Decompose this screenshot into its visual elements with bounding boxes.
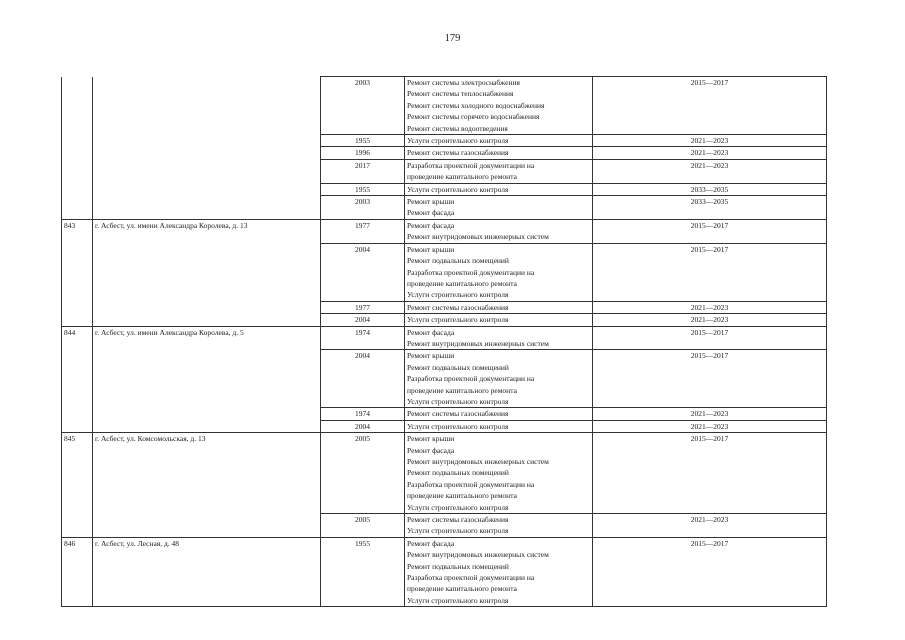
work-type-line: Ремонт фасада xyxy=(407,327,455,337)
table-row xyxy=(62,183,827,195)
page-number: 179 xyxy=(444,33,461,44)
work-type-line: Услуги строительного контроля xyxy=(407,421,509,431)
commissioning-year-cell: 1955 xyxy=(321,183,405,195)
building-number-cell xyxy=(62,514,93,538)
address-cell xyxy=(93,420,321,432)
work-type-line: Ремонт системы газоснабжения xyxy=(407,515,509,525)
commissioning-year-cell: 2005 xyxy=(321,514,405,538)
work-type-line: Разработка проектной документации на xyxy=(407,479,535,489)
work-type-line: Услуги строительного контроля xyxy=(407,136,509,146)
repair-period-cell: 2015—2017 xyxy=(593,243,827,301)
work-types-cell xyxy=(405,147,593,159)
work-type-line: Услуги строительного контроля xyxy=(407,396,509,406)
commissioning-year-cell: 1955 xyxy=(321,537,405,606)
building-number-cell xyxy=(62,350,93,408)
repair-period-cell: 2021—2023 xyxy=(593,408,827,420)
address-cell xyxy=(93,147,321,159)
table-row xyxy=(62,514,827,538)
repair-period-cell: 2015—2017 xyxy=(593,350,827,408)
work-type-line: Ремонт системы горячего водоснабжения xyxy=(407,112,540,122)
repair-period-cell: 2021—2023 xyxy=(593,301,827,313)
repair-period-cell: 2015—2017 xyxy=(593,77,827,135)
repair-period-cell: 2021—2023 xyxy=(593,514,827,538)
work-types-cell xyxy=(405,537,593,606)
work-type-line: Разработка проектной документации на xyxy=(407,374,535,384)
work-type-line: Ремонт системы электроснабжения xyxy=(407,78,520,87)
address-cell xyxy=(93,135,321,147)
repair-period-cell: 2015—2017 xyxy=(593,219,827,243)
work-type-line: Ремонт подвальных помещений xyxy=(407,561,509,571)
building-number-cell: 844 xyxy=(62,326,93,350)
building-number-cell xyxy=(62,135,93,147)
commissioning-year-cell: 1977 xyxy=(321,301,405,313)
building-number-cell xyxy=(62,183,93,195)
building-number-cell xyxy=(62,196,93,220)
work-type-line: Ремонт фасада xyxy=(407,538,455,548)
capital-repair-table xyxy=(61,76,827,607)
building-number-cell xyxy=(62,147,93,159)
repair-period-cell: 2021—2023 xyxy=(593,314,827,326)
work-type-line: Ремонт внутридомовых инженерных систем xyxy=(407,550,549,560)
work-types-cell xyxy=(405,408,593,420)
work-type-line: Услуги строительного контроля xyxy=(407,315,509,325)
work-type-line: Ремонт внутридомовых инженерных систем xyxy=(407,338,549,348)
building-number-cell xyxy=(62,314,93,326)
repair-period-cell: 2033—2035 xyxy=(593,183,827,195)
work-type-line: Ремонт фасада xyxy=(407,220,455,230)
commissioning-year-cell: 1974 xyxy=(321,326,405,350)
work-types-cell xyxy=(405,326,593,350)
address-cell xyxy=(93,514,321,538)
work-type-line: Услуги строительного контроля xyxy=(407,290,509,300)
address-cell: г. Асбест, ул. имени Александра Королева, д. 13 xyxy=(93,219,321,243)
work-type-line: Услуги строительного контроля xyxy=(407,526,509,536)
address-cell: г. Асбест, ул. имени Александра Королева, д. 5 xyxy=(93,326,321,350)
work-types-cell xyxy=(405,196,593,220)
table-row xyxy=(62,314,827,326)
commissioning-year-cell: 2003 xyxy=(321,77,405,135)
building-number-cell: 843 xyxy=(62,219,93,243)
table-row xyxy=(62,408,827,420)
table-row xyxy=(62,77,827,135)
work-types-cell xyxy=(405,243,593,301)
address-cell xyxy=(93,301,321,313)
work-types-cell xyxy=(405,433,593,514)
building-number-cell xyxy=(62,159,93,183)
work-type-line: Ремонт крыши xyxy=(407,351,455,361)
work-type-line: проведение капитального ремонта xyxy=(407,491,517,501)
building-number-cell xyxy=(62,77,93,135)
work-type-line: проведение капитального ремонта xyxy=(407,172,517,182)
work-type-line: Ремонт системы холодного водоснабжения xyxy=(407,100,545,110)
work-types-cell xyxy=(405,350,593,408)
address-cell xyxy=(93,196,321,220)
address-cell xyxy=(93,77,321,135)
address-cell xyxy=(93,314,321,326)
repair-period-cell: 2015—2017 xyxy=(593,433,827,514)
work-type-line: Разработка проектной документации на xyxy=(407,267,535,277)
repair-period-cell: 2021—2023 xyxy=(593,135,827,147)
work-type-line: Ремонт системы газоснабжения xyxy=(407,148,509,158)
work-types-cell xyxy=(405,314,593,326)
work-types-cell xyxy=(405,219,593,243)
work-types-cell xyxy=(405,159,593,183)
repair-period-cell: 2021—2023 xyxy=(593,159,827,183)
work-type-line: Разработка проектной документации на xyxy=(407,160,535,170)
address-cell: г. Асбест, ул. Лесная, д. 48 xyxy=(93,537,321,606)
work-type-line: Ремонт внутридомовых инженерных систем xyxy=(407,232,549,242)
commissioning-year-cell: 2003 xyxy=(321,196,405,220)
work-types-cell xyxy=(405,420,593,432)
repair-period-cell: 2015—2017 xyxy=(593,326,827,350)
work-types-cell xyxy=(405,514,593,538)
work-types-cell xyxy=(405,183,593,195)
work-types-cell xyxy=(405,135,593,147)
table-row xyxy=(62,326,827,350)
repair-period-cell: 2021—2023 xyxy=(593,420,827,432)
work-type-line: Услуги строительного контроля xyxy=(407,595,509,605)
work-type-line: Ремонт крыши xyxy=(407,244,455,254)
repair-period-cell: 2015—2017 xyxy=(593,537,827,606)
commissioning-year-cell: 1955 xyxy=(321,135,405,147)
commissioning-year-cell: 2005 xyxy=(321,433,405,514)
work-type-line: Ремонт системы водоотведения xyxy=(407,123,508,133)
building-number-cell xyxy=(62,243,93,301)
work-type-line: Ремонт фасада xyxy=(407,445,455,455)
work-type-line: проведение капитального ремонта xyxy=(407,278,517,288)
table-row xyxy=(62,433,827,514)
table-row xyxy=(62,420,827,432)
table-row xyxy=(62,537,827,606)
building-number-cell xyxy=(62,420,93,432)
table-row xyxy=(62,159,827,183)
table-row xyxy=(62,243,827,301)
work-type-line: Ремонт подвальных помещений xyxy=(407,256,509,266)
address-cell: г. Асбест, ул. Комсомольская, д. 13 xyxy=(93,433,321,514)
work-type-line: Ремонт крыши xyxy=(407,197,455,207)
commissioning-year-cell: 1977 xyxy=(321,219,405,243)
work-type-line: Ремонт крыши xyxy=(407,434,455,444)
commissioning-year-cell: 1974 xyxy=(321,408,405,420)
address-cell xyxy=(93,183,321,195)
commissioning-year-cell: 2004 xyxy=(321,314,405,326)
address-cell xyxy=(93,243,321,301)
building-number-cell: 845 xyxy=(62,433,93,514)
building-number-cell xyxy=(62,301,93,313)
repair-period-cell: 2033—2035 xyxy=(593,196,827,220)
commissioning-year-cell: 2017 xyxy=(321,159,405,183)
building-number-cell: 846 xyxy=(62,537,93,606)
work-type-line: Ремонт фасада xyxy=(407,208,455,218)
commissioning-year-cell: 2004 xyxy=(321,243,405,301)
commissioning-year-cell: 2004 xyxy=(321,350,405,408)
work-type-line: Разработка проектной документации на xyxy=(407,573,535,583)
work-types-cell xyxy=(405,77,593,135)
commissioning-year-cell: 1996 xyxy=(321,147,405,159)
work-type-line: Ремонт системы теплоснабжения xyxy=(407,89,514,99)
table-row xyxy=(62,350,827,408)
table-row xyxy=(62,147,827,159)
address-cell xyxy=(93,350,321,408)
work-type-line: проведение капитального ремонта xyxy=(407,385,517,395)
address-cell xyxy=(93,408,321,420)
work-type-line: Услуги строительного контроля xyxy=(407,184,509,194)
address-cell xyxy=(93,159,321,183)
work-type-line: Ремонт подвальных помещений xyxy=(407,468,509,478)
work-type-line: Ремонт подвальных помещений xyxy=(407,362,509,372)
repair-period-cell: 2021—2023 xyxy=(593,147,827,159)
work-type-line: Услуги строительного контроля xyxy=(407,502,509,512)
table-row xyxy=(62,219,827,243)
work-type-line: Ремонт системы газоснабжения xyxy=(407,302,509,312)
building-number-cell xyxy=(62,408,93,420)
table-row xyxy=(62,135,827,147)
work-type-line: проведение капитального ремонта xyxy=(407,584,517,594)
table-row xyxy=(62,301,827,313)
work-types-cell xyxy=(405,301,593,313)
commissioning-year-cell: 2004 xyxy=(321,420,405,432)
work-type-line: Ремонт системы газоснабжения xyxy=(407,409,509,419)
work-type-line: Ремонт внутридомовых инженерных систем xyxy=(407,457,549,466)
table-row xyxy=(62,196,827,220)
